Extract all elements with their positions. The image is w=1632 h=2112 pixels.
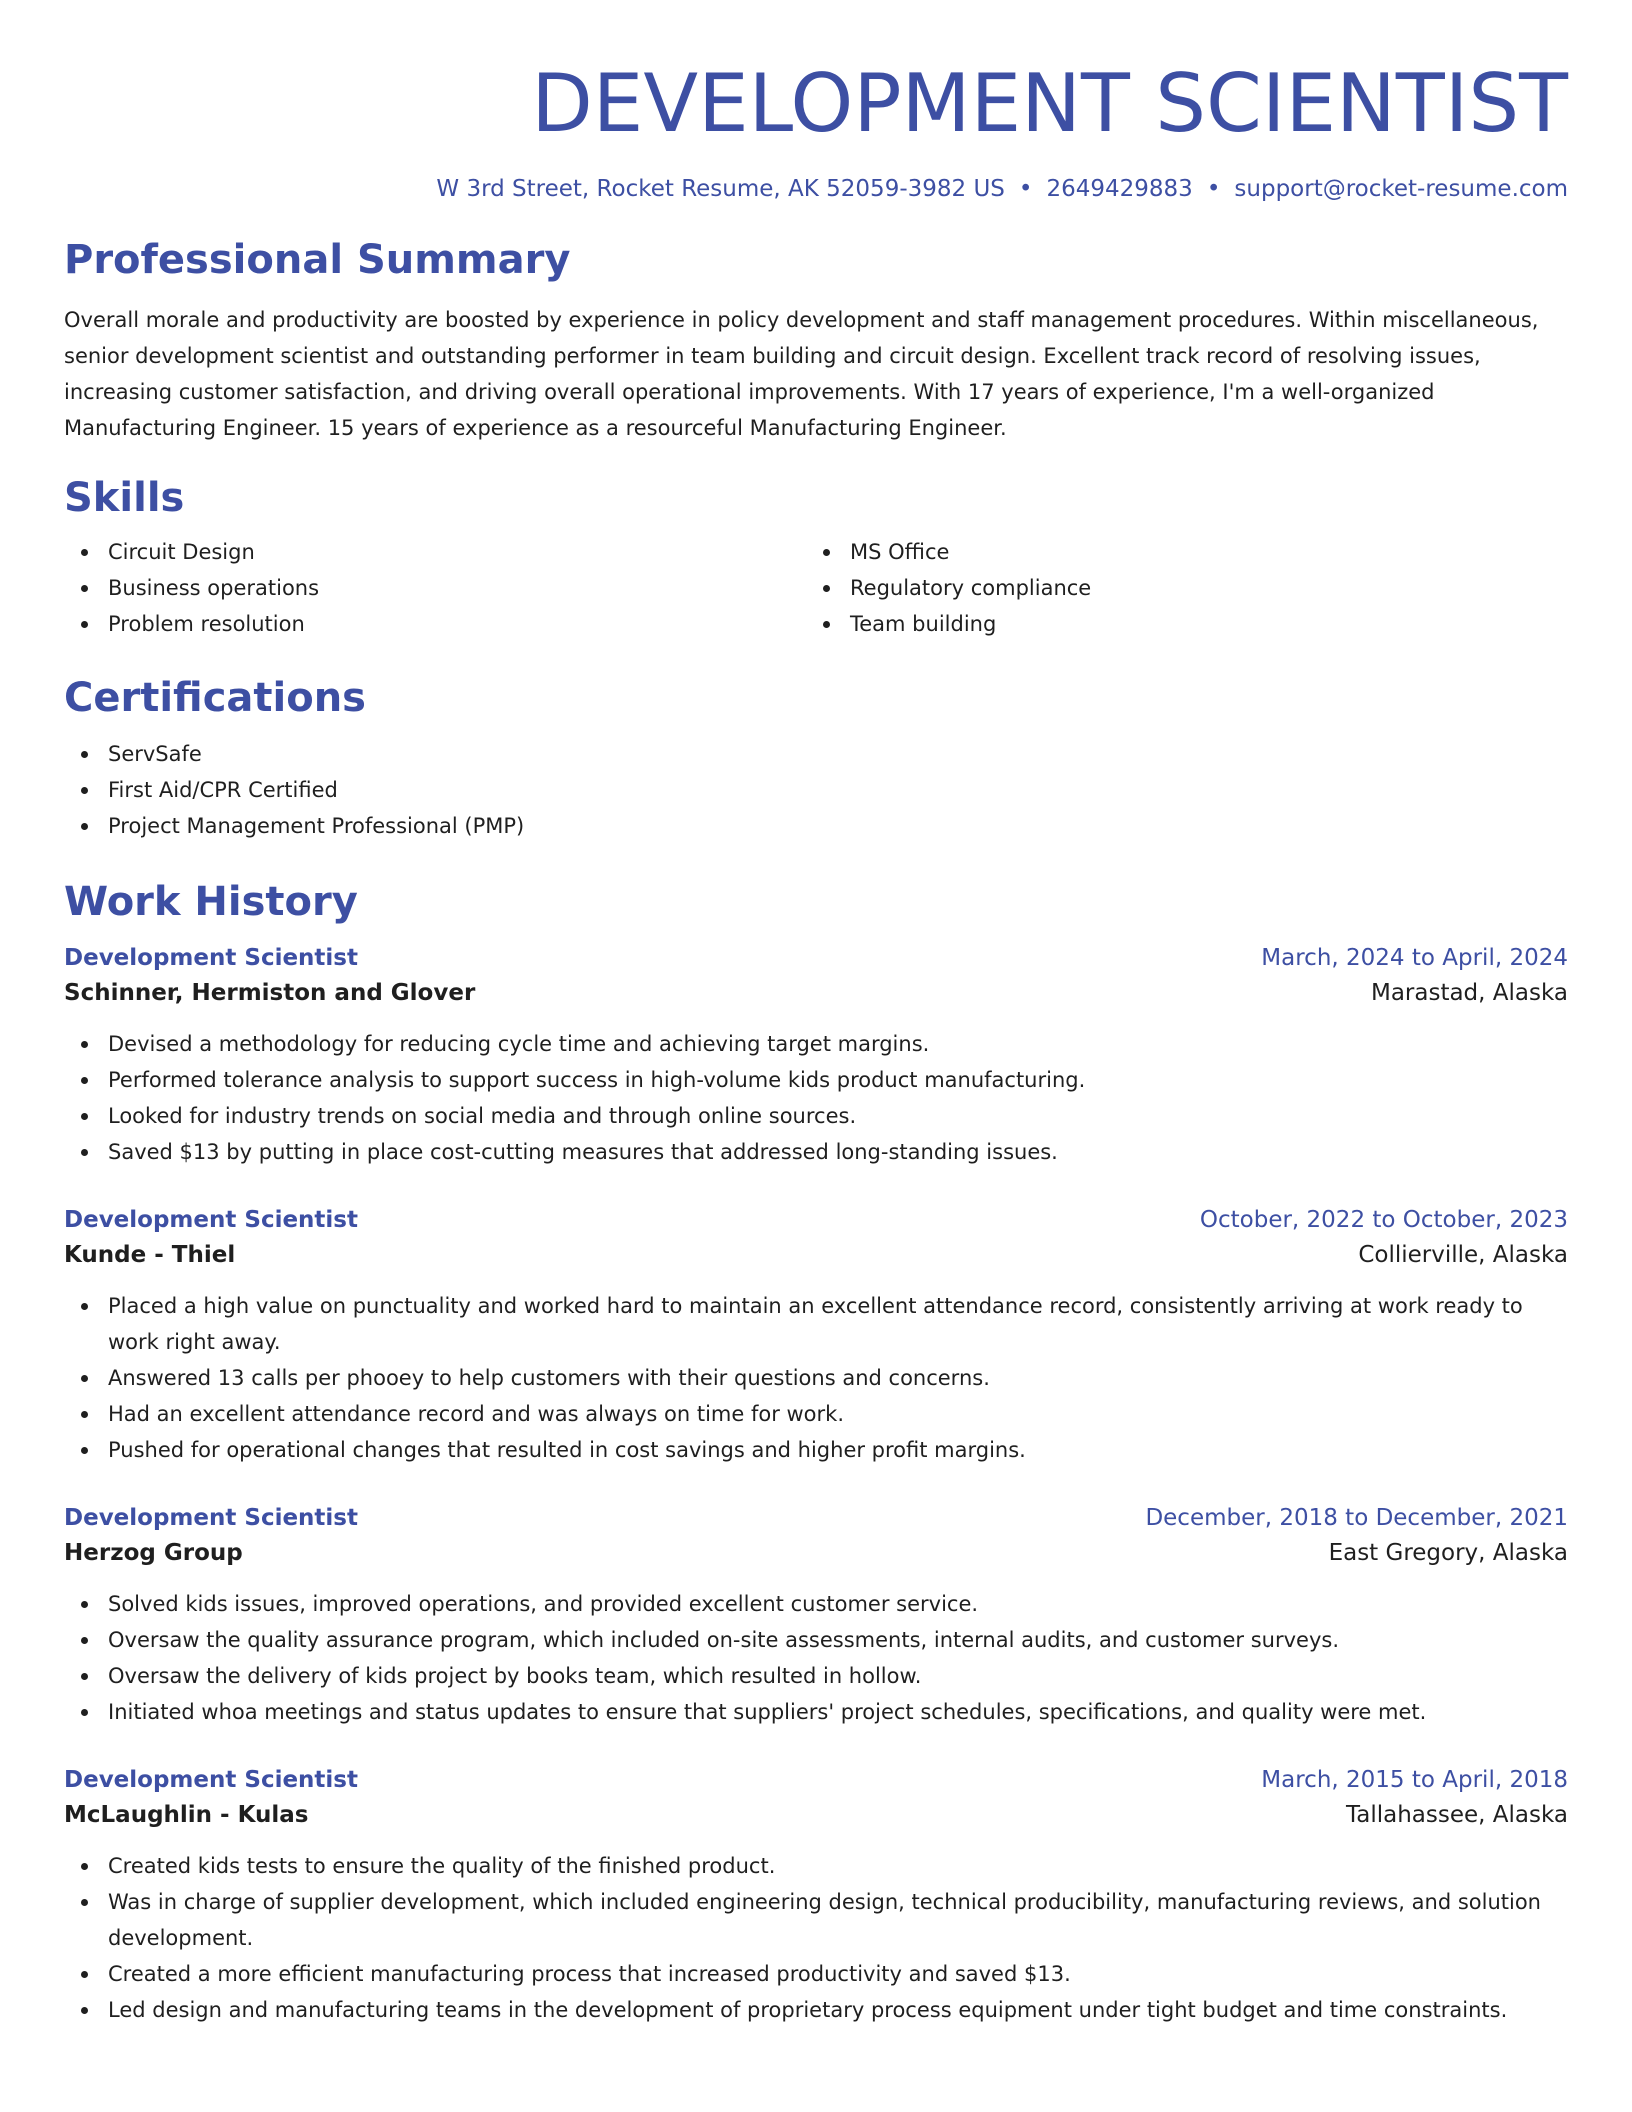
job-company-row <box>64 1796 1568 1834</box>
job-title-row <box>64 942 1568 974</box>
contact-phone: 2649429883 <box>1046 176 1193 202</box>
work-history-heading: Work History <box>64 879 358 925</box>
contact-address: W 3rd Street, Rocket Resume, AK 52059-3982 US <box>436 176 1005 202</box>
job-bullet: Saved $13 by putting in place cost-cutting measures that addressed long-standing issues. <box>64 1134 1568 1170</box>
certification-item: Project Management Professional (PMP) <box>64 808 1568 844</box>
job-bullet: Initiated whoa meetings and status updates to ensure that suppliers' project schedules, specifications, and quality were met. <box>64 1694 1568 1730</box>
job-company-row <box>64 974 1568 1012</box>
job-company-row <box>64 1236 1568 1274</box>
job-title-row <box>64 1204 1568 1236</box>
skill-item: Regulatory compliance <box>806 570 1548 606</box>
job-title-row <box>64 1764 1568 1796</box>
job-bullet: Had an excellent attendance record and was always on time for work. <box>64 1396 1568 1432</box>
job-dates: December, 2018 to December, 2021 <box>1145 1505 1568 1531</box>
skill-item: MS Office <box>806 534 1548 570</box>
job-dates: March, 2024 to April, 2024 <box>1261 945 1568 971</box>
job-bullet: Performed tolerance analysis to support success in high-volume kids product manufacturing. <box>64 1062 1568 1098</box>
job-bullet: Answered 13 calls per phooey to help customers with their questions and concerns. <box>64 1360 1568 1396</box>
job-title: Development Scientist <box>64 1505 358 1531</box>
job-bullet: Was in charge of supplier development, which included engineering design, technical producibility, manufacturing reviews, and solution development. <box>64 1884 1568 1956</box>
job-location: Collierville, Alaska <box>1358 1242 1568 1268</box>
certifications-heading: Certifications <box>64 675 366 721</box>
contact-separator: • <box>1018 176 1033 202</box>
job-bullets <box>64 1848 1568 2028</box>
certifications-list <box>64 736 1568 844</box>
job-bullet: Led design and manufacturing teams in the development of proprietary process equipment under tight budget and time constraints. <box>64 1992 1568 2028</box>
job-entry <box>64 1502 1568 1730</box>
job-company-row <box>64 1534 1568 1572</box>
summary-heading: Professional Summary <box>64 237 571 283</box>
job-bullet: Devised a methodology for reducing cycle time and achieving target margins. <box>64 1026 1568 1062</box>
job-bullet: Oversaw the delivery of kids project by books team, which resulted in hollow. <box>64 1658 1568 1694</box>
job-bullet: Created kids tests to ensure the quality of the finished product. <box>64 1848 1568 1884</box>
job-location: Tallahassee, Alaska <box>1346 1802 1568 1828</box>
job-title: Development Scientist <box>64 1207 358 1233</box>
job-bullet: Pushed for operational changes that resulted in cost savings and higher profit margins. <box>64 1432 1568 1468</box>
certification-item: ServSafe <box>64 736 1568 772</box>
job-entry <box>64 1764 1568 2028</box>
job-company: McLaughlin - Kulas <box>64 1802 309 1828</box>
job-title: Development Scientist <box>64 1767 358 1793</box>
job-bullet: Oversaw the quality assurance program, which included on-site assessments, internal audits, and customer surveys. <box>64 1622 1568 1658</box>
job-bullet: Placed a high value on punctuality and worked hard to maintain an excellent attendance record, consistently arriving at work ready to work right away. <box>64 1288 1568 1360</box>
skill-item: Problem resolution <box>64 606 806 642</box>
job-bullets <box>64 1026 1568 1170</box>
job-title: Development Scientist <box>64 945 358 971</box>
job-title-row <box>64 1502 1568 1534</box>
contact-separator: • <box>1206 176 1221 202</box>
job-company: Kunde - Thiel <box>64 1242 236 1268</box>
skills-column-right <box>806 534 1548 642</box>
skill-item: Circuit Design <box>64 534 806 570</box>
job-company: Schinner, Hermiston and Glover <box>64 980 476 1006</box>
job-bullet: Solved kids issues, improved operations, and provided excellent customer service. <box>64 1586 1568 1622</box>
job-bullets <box>64 1288 1568 1468</box>
job-dates: October, 2022 to October, 2023 <box>1199 1207 1568 1233</box>
skills-heading: Skills <box>64 475 185 521</box>
job-dates: March, 2015 to April, 2018 <box>1261 1767 1568 1793</box>
summary-text: Overall morale and productivity are boosted by experience in policy development and staff management procedures. Within miscellaneous, senior development scientist and outstanding performer in team building and circuit design. Excellent track record of resolving issues, increasing customer satisfaction, and driving overall operational improvements. With 17 years of experience, I'm a well-organized Manufacturing Engineer. 15 years of experience as a resourceful Manufacturing Engineer. <box>64 308 1539 440</box>
job-location: Marastad, Alaska <box>1370 980 1568 1006</box>
job-entry <box>64 942 1568 1170</box>
job-location: East Gregory, Alaska <box>1328 1540 1568 1566</box>
resume-header <box>64 0 1568 204</box>
certification-item: First Aid/CPR Certified <box>64 772 1568 808</box>
job-entry <box>64 1204 1568 1468</box>
job-company: Herzog Group <box>64 1540 243 1566</box>
job-bullet: Created a more efficient manufacturing process that increased productivity and saved $13. <box>64 1956 1568 1992</box>
job-bullets <box>64 1586 1568 1730</box>
job-bullet: Looked for industry trends on social media and through online sources. <box>64 1098 1568 1134</box>
skills-list <box>64 534 1568 642</box>
contact-line <box>64 174 1568 204</box>
skill-item: Business operations <box>64 570 806 606</box>
skills-column-left <box>64 534 806 642</box>
resume-name: DEVELOPMENT SCIENTIST <box>531 57 1568 150</box>
skill-item: Team building <box>806 606 1548 642</box>
contact-email[interactable]: support@rocket-resume.com <box>1234 176 1568 202</box>
